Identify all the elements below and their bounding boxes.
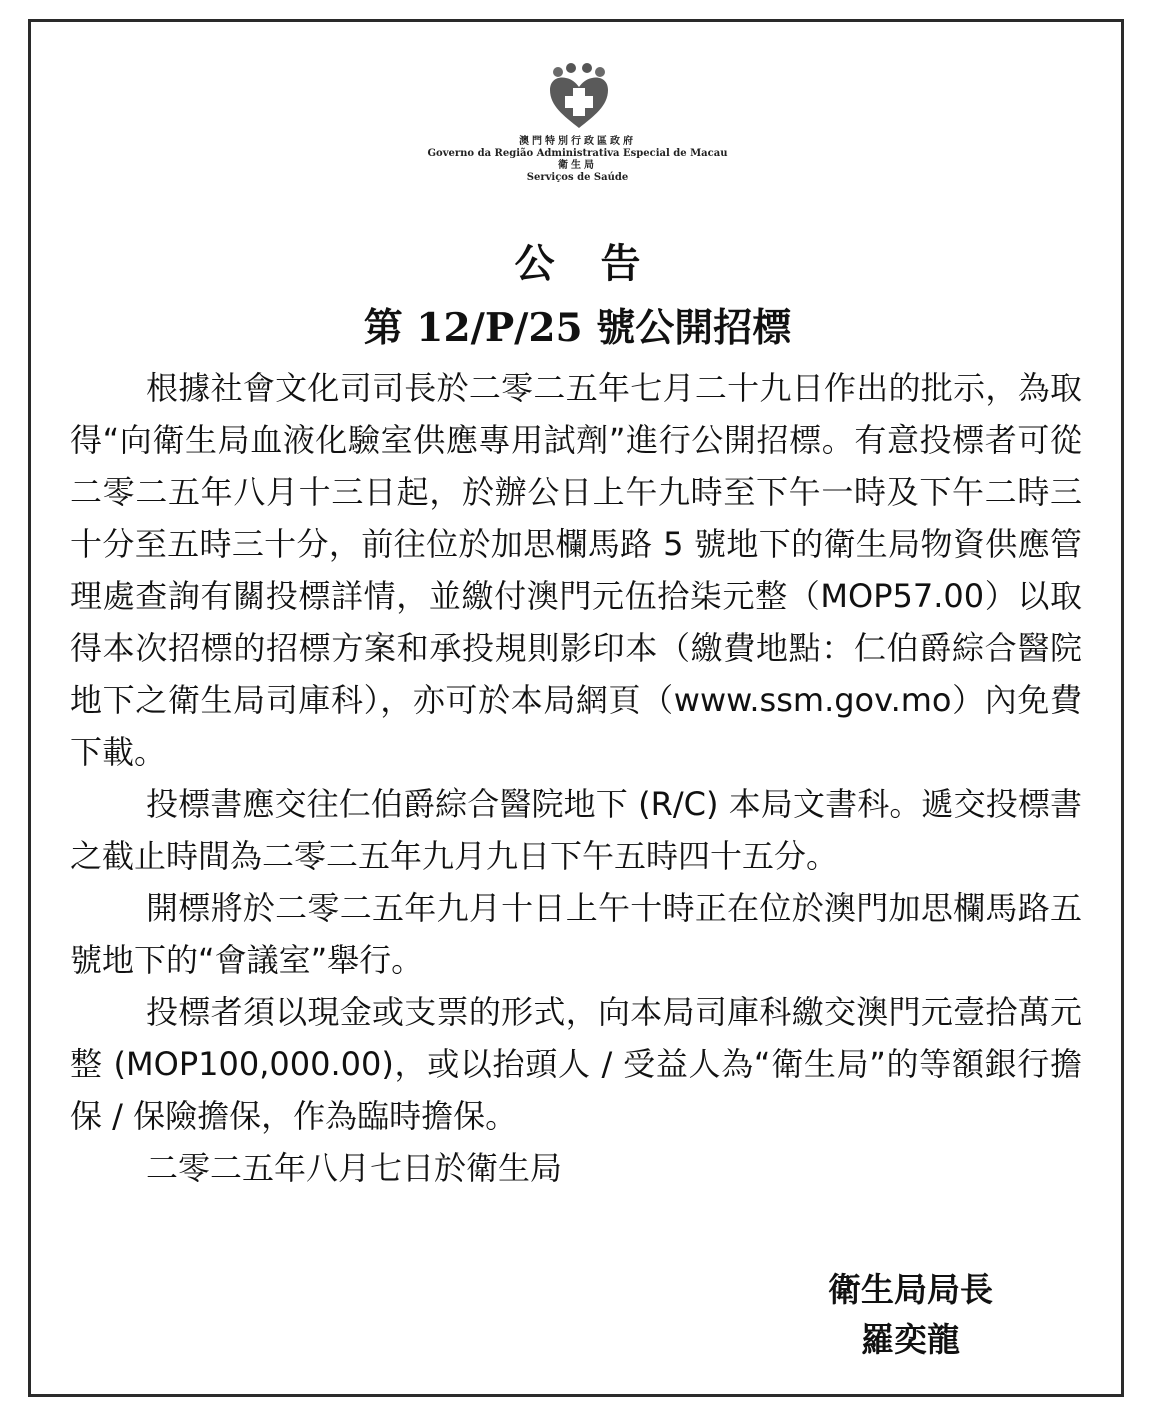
paragraph-submission: 投標書應交往仁伯爵綜合醫院地下 (R/C) 本局文書科。遞交投標書之截止時間為二零二五年九月九日下午五時四十五分。 [70,785,1082,875]
health-services-logo-icon [546,62,612,132]
org-name-zh: 澳門特別行政區政府 [519,136,636,147]
signatory-position: 衛生局局長 [828,1270,993,1309]
dept-name-zh: 衛生局 [558,160,597,171]
paragraph-opening: 開標將於二零二五年九月十日上午十時正在位於澳門加思欄馬路五號地下的“會議室”舉行。 [70,889,1082,979]
tender-number: 第 12/P/25 號公開招標 [363,305,792,351]
signature-block [828,1265,993,1365]
paragraph-date: 二零二五年八月七日於衛生局 [146,1149,563,1187]
paragraph-guarantee: 投標者須以現金或支票的形式，向本局司庫科繳交澳門元壹拾萬元整 (MOP100,000.00)，或以抬頭人 / 受益人為“衛生局”的等額銀行擔保 / 保險擔保，作為臨時擔保。 [70,993,1082,1135]
org-name-pt: Governo da Região Administrativa Especial de Macau [427,148,728,159]
organization-header [0,136,1155,184]
notice-body [70,362,1082,1194]
notice-title: 公告 [514,240,687,287]
dept-name-pt: Serviços de Saúde [526,172,629,183]
paragraph-tender-info: 根據社會文化司司長於二零二五年七月二十九日作出的批示，為取得“向衛生局血液化驗室供應專用試劑”進行公開招標。有意投標者可從二零二五年八月十三日起，於辦公日上午九時至下午一時及下午二時三十分至五時三十分，前往位於加思欄馬路 5 號地下的衛生局物資供應管理處查詢有關投標詳情，並繳付澳門元伍拾柒元整（MOP57.00）以取得本次招標的招標方案和承投規則影印本（繳費地點：仁伯爵綜合醫院地下之衛生局司庫科），亦可於本局網頁（www.ssm.gov.mo）內免費下載。 [70,369,1082,771]
signatory-name: 羅奕龍 [861,1320,960,1359]
